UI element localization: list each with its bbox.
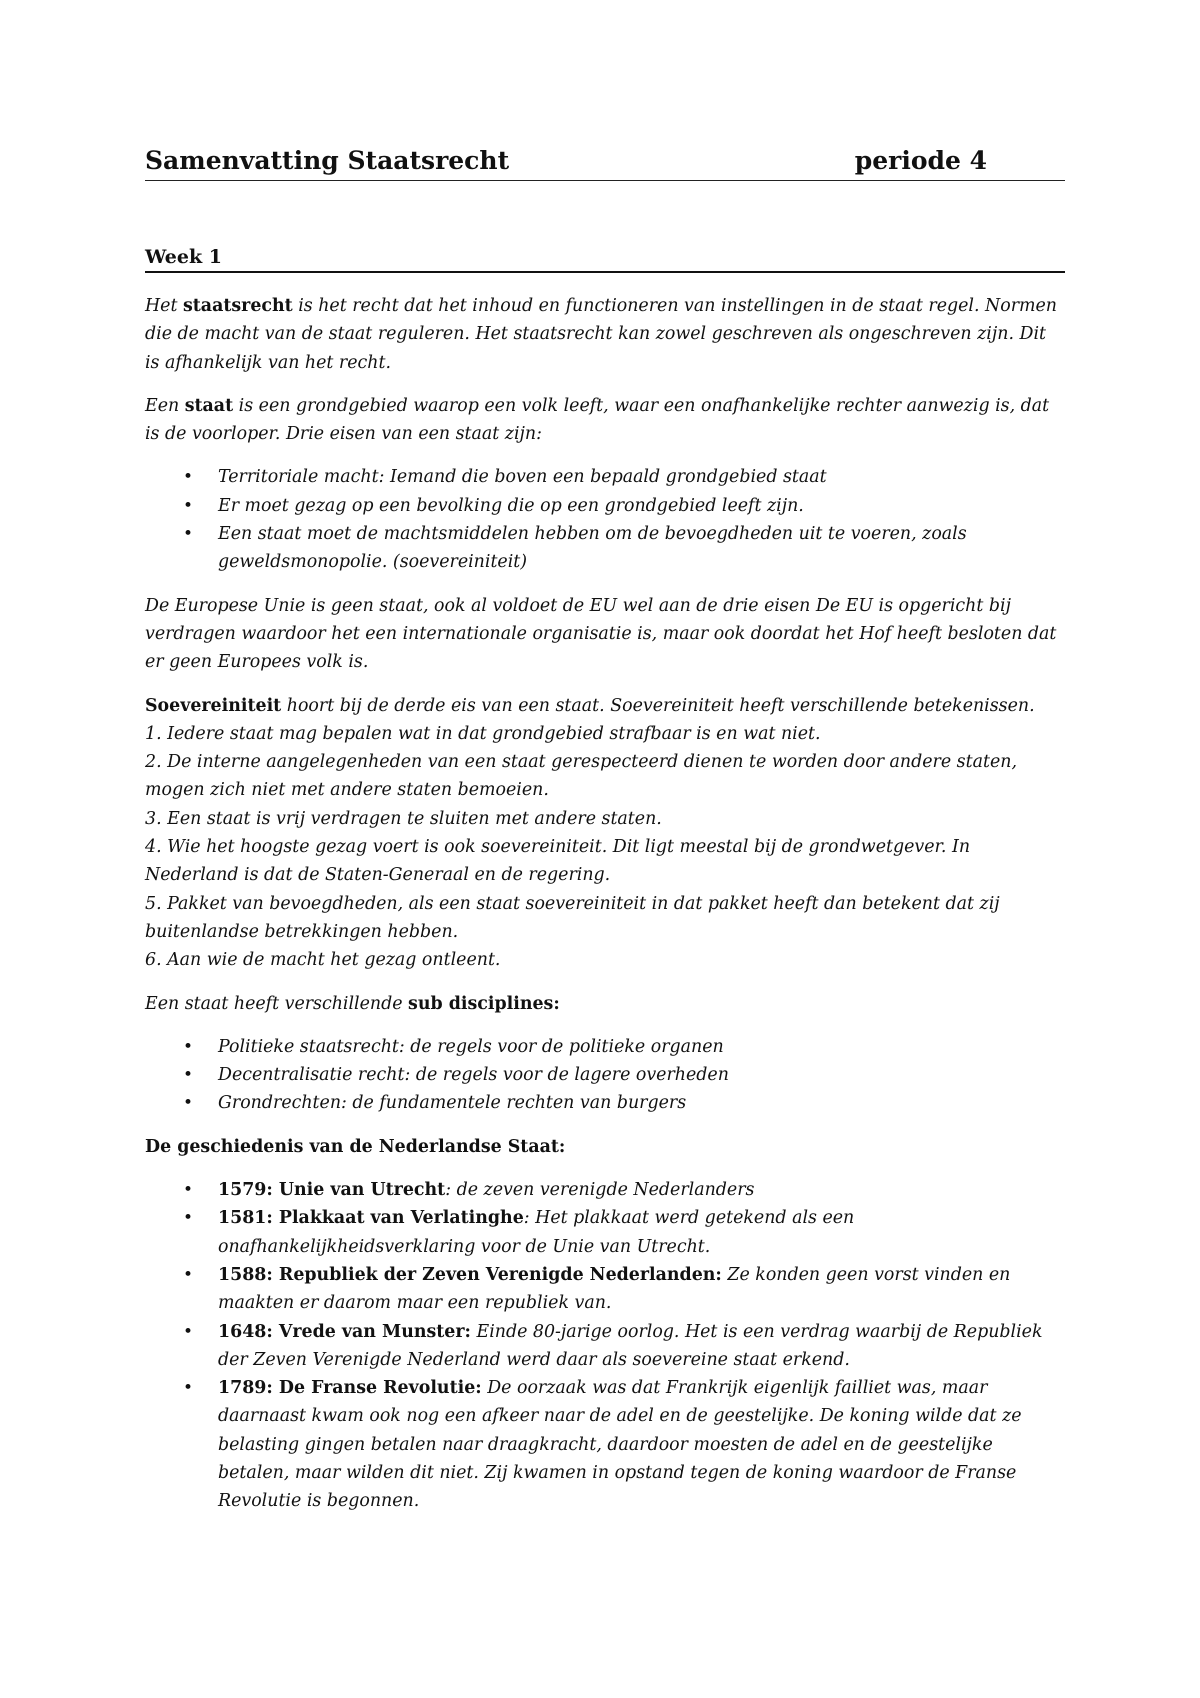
term-soevereiniteit: Soevereiniteit <box>145 695 282 716</box>
history-event-title: 1789: De Franse Revolutie: <box>218 1378 482 1399</box>
list-item <box>145 1176 1065 1204</box>
bullet-icon: • <box>183 1208 194 1229</box>
history-event-text: Ze konden geen vorst vinden en maakten er daarom maar een republiek van. <box>218 1264 1011 1314</box>
numbered-item: 2. De interne aangelegenheden van een staat gerespecteerd dienen te worden door andere staten, mogen zich niet met andere staten bemoeien. <box>145 752 1017 801</box>
bullet-icon: • <box>183 524 194 545</box>
p1-post: is het recht dat het inhoud en functioneren van instellingen in de staat regel. Normen die de macht van de staat reguleren. Het staatsrecht kan zowel geschreven als ongeschreven zijn. Dit is afhankelijk van het recht. <box>145 296 1058 373</box>
list-item-text: Politieke staatsrecht: de regels voor de politieke organen <box>218 1036 724 1057</box>
list-item <box>145 1374 1065 1515</box>
paragraph-eu: De Europese Unie is geen staat, ook al voldoet de EU wel aan de drie eisen De EU is opgericht bij verdragen waardoor het een internationale organisatie is, maar ook doordat het Hof heeft besloten dat er geen Europees volk is. <box>145 595 1057 673</box>
paragraph-subdisciplines <box>145 990 1065 1018</box>
bullet-icon: • <box>183 467 194 488</box>
list-item <box>145 520 1065 577</box>
list-item <box>145 1261 1065 1318</box>
numbered-item: 4. Wie het hoogste gezag voert is ook soevereiniteit. Dit ligt meestal bij de grondwetgever. In Nederland is dat de Staten-Generaal en de regering. <box>145 837 971 886</box>
history-event-title: 1588: Republiek der Zeven Verenigde Nederlanden: <box>218 1264 722 1285</box>
document-body <box>145 292 1065 1531</box>
list-item <box>145 1061 1065 1089</box>
history-event-title: 1579: Unie van Utrecht <box>218 1180 446 1201</box>
bullet-icon: • <box>183 1264 194 1285</box>
list-item <box>145 1033 1065 1061</box>
term-staatsrecht: staatsrecht <box>182 296 293 316</box>
bullet-icon: • <box>183 495 194 516</box>
bullet-icon: • <box>183 1378 194 1399</box>
document-period: periode 4 <box>854 146 987 175</box>
list-item <box>145 463 1065 491</box>
list-item <box>145 1204 1065 1261</box>
history-event-title: 1648: Vrede van Munster: <box>218 1321 471 1342</box>
document-title: Samenvatting Staatsrecht <box>145 146 510 175</box>
subdisciplines-list <box>145 1033 1065 1118</box>
document-header <box>145 142 1065 181</box>
numbered-item: 6. Aan wie de macht het gezag ontleent. <box>145 950 501 971</box>
list-item-text: Een staat moet de machtsmiddelen hebben om de bevoegdheden uit te voeren, zoals geweldsmonopolie. (soevereiniteit) <box>218 524 967 573</box>
state-requirements-list <box>145 463 1065 576</box>
paragraph-staatsrecht <box>145 292 1065 377</box>
sovereignty-section <box>145 692 1065 975</box>
history-event-text: : Het plakkaat werd getekend als een onafhankelijkheidsverklaring voor de Unie van Utrecht. <box>218 1208 855 1257</box>
numbered-item: 5. Pakket van bevoegdheden, als een staat soevereiniteit in dat pakket heeft dan betekent dat zij buitenlandse betrekkingen hebben. <box>145 893 1000 942</box>
numbered-item: 3. Een staat is vrij verdragen te sluiten met andere staten. <box>145 808 662 829</box>
history-event-text: De oorzaak was dat Frankrijk eigenlijk failliet was, maar daarnaast kwam ook nog een afkeer naar de adel en de geestelijke. De koning wilde dat ze belasting gingen betalen naar draagkracht, daardoor moesten de adel en de geestelijke betalen, maar wilden dit niet. Zij kwamen in opstand tegen de koning waardoor de Franse Revolutie is begonnen. <box>218 1378 1022 1512</box>
bullet-icon: • <box>183 1180 194 1201</box>
list-item <box>145 1318 1065 1375</box>
history-event-text: : de zeven verenigde Nederlanders <box>445 1180 755 1201</box>
list-item-text: Grondrechten: de fundamentele rechten van burgers <box>218 1093 687 1114</box>
p2-post: is een grondgebied waarop een volk leeft, waar een onafhankelijke rechter aanwezig is, dat is de voorloper. Drie eisen van een staat zijn: <box>145 395 1050 445</box>
subdisciplines-pre: Een staat heeft verschillende <box>145 993 409 1014</box>
history-list <box>145 1176 1065 1516</box>
list-item-text: Er moet gezag op een bevolking die op een grondgebied leeft zijn. <box>218 495 804 516</box>
history-event-title: 1581: Plakkaat van Verlatinghe <box>218 1208 524 1229</box>
sovereignty-post: hoort bij de derde eis van een staat. Soevereiniteit heeft verschillende betekenissen. <box>281 695 1035 716</box>
list-item <box>145 492 1065 520</box>
list-item-text: Decentralisatie recht: de regels voor de lagere overheden <box>218 1065 729 1086</box>
sovereignty-intro <box>145 692 1065 720</box>
bullet-icon: • <box>183 1036 194 1057</box>
paragraph-staat <box>145 392 1065 449</box>
p1-pre: Het <box>145 296 183 316</box>
bullet-icon: • <box>183 1321 194 1342</box>
bullet-icon: • <box>183 1093 194 1114</box>
term-staat: staat <box>184 395 234 416</box>
p2-pre: Een <box>145 395 185 416</box>
term-subdisciplines: sub disciplines: <box>408 993 560 1014</box>
list-item <box>145 1089 1065 1117</box>
bullet-icon: • <box>183 1065 194 1086</box>
numbered-item: 1. Iedere staat mag bepalen wat in dat grondgebied strafbaar is en wat niet. <box>145 723 821 744</box>
list-item-text: Territoriale macht: Iemand die boven een bepaald grondgebied staat <box>218 467 827 488</box>
week-heading: Week 1 <box>145 244 1065 273</box>
history-heading: De geschiedenis van de Nederlandse Staat: <box>145 1136 566 1157</box>
history-event-text: Einde 80-jarige oorlog. Het is een verdrag waarbij de Republiek der Zeven Verenigde Nederland werd daar als soevereine staat erkend. <box>218 1321 1043 1370</box>
